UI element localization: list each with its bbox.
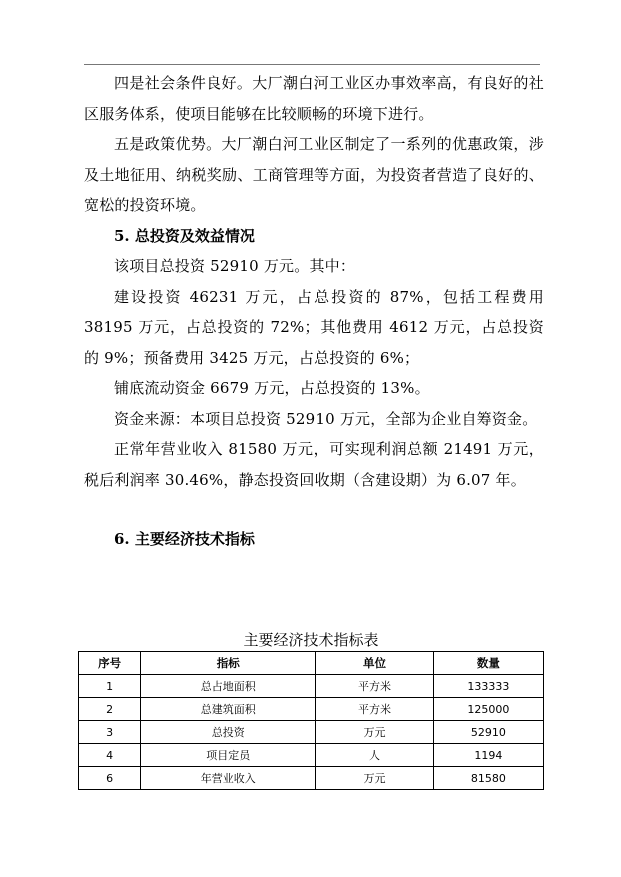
cell-unit: 人 [316, 744, 434, 767]
cell-indicator: 总占地面积 [141, 675, 316, 698]
table-row [79, 744, 544, 767]
table-header-row [79, 652, 544, 675]
table-row [79, 721, 544, 744]
paragraph-working-capital: 铺底流动资金 6679 万元，占总投资的 13%。 [114, 379, 430, 397]
cell-quantity: 81580 [433, 767, 543, 790]
indicators-table [78, 651, 544, 790]
cell-quantity: 1194 [433, 744, 543, 767]
cell-unit: 万元 [316, 767, 434, 790]
paragraph-construction-investment: 建设投资 46231 万元，占总投资的 87%，包括工程费用 38195 万元，占总投资的 72%；其他费用 4612 万元，占总投资的 9%；预备费用 3425 万元，占总投资的 6%； [84, 287, 544, 367]
cell-indicator: 总建筑面积 [141, 698, 316, 721]
paragraph-total-investment: 该项目总投资 52910 万元。其中： [114, 257, 356, 275]
header-rule [84, 64, 540, 65]
cell-no: 2 [79, 698, 141, 721]
header-quantity: 数量 [433, 652, 543, 675]
table-row [79, 698, 544, 721]
table-caption: 主要经济技术指标表 [243, 631, 379, 649]
cell-unit: 平方米 [316, 698, 434, 721]
cell-indicator: 总投资 [141, 721, 316, 744]
cell-quantity: 133333 [433, 675, 543, 698]
cell-indicator: 年营业收入 [141, 767, 316, 790]
cell-no: 3 [79, 721, 141, 744]
cell-quantity: 125000 [433, 698, 543, 721]
cell-no: 6 [79, 767, 141, 790]
table-row [79, 675, 544, 698]
document-body [84, 68, 544, 555]
section-5-heading: 5. 总投资及效益情况 [114, 226, 255, 245]
cell-unit: 万元 [316, 721, 434, 744]
cell-quantity: 52910 [433, 721, 543, 744]
table-row [79, 767, 544, 790]
header-unit: 单位 [316, 652, 434, 675]
cell-unit: 平方米 [316, 675, 434, 698]
section-6-heading: 6. 主要经济技术指标 [114, 530, 255, 548]
paragraph-social-conditions: 四是社会条件良好。大厂潮白河工业区办事效率高，有良好的社区服务体系，使项目能够在比较顺畅的环境下进行。 [84, 74, 544, 123]
paragraph-revenue: 正常年营业收入 81580 万元，可实现利润总额 21491 万元，税后利润率 30.46%，静态投资回收期（含建设期）为 6.07 年。 [84, 440, 544, 489]
header-indicator: 指标 [141, 652, 316, 675]
cell-no: 1 [79, 675, 141, 698]
paragraph-policy-advantage: 五是政策优势。大厂潮白河工业区制定了一系列的优惠政策，涉及土地征用、纳税奖励、工商管理等方面，为投资者营造了良好的、宽松的投资环境。 [84, 135, 544, 214]
cell-no: 4 [79, 744, 141, 767]
paragraph-funding-source: 资金来源：本项目总投资 52910 万元，全部为企业自筹资金。 [114, 409, 538, 428]
cell-indicator: 项目定员 [141, 744, 316, 767]
header-no: 序号 [79, 652, 141, 675]
